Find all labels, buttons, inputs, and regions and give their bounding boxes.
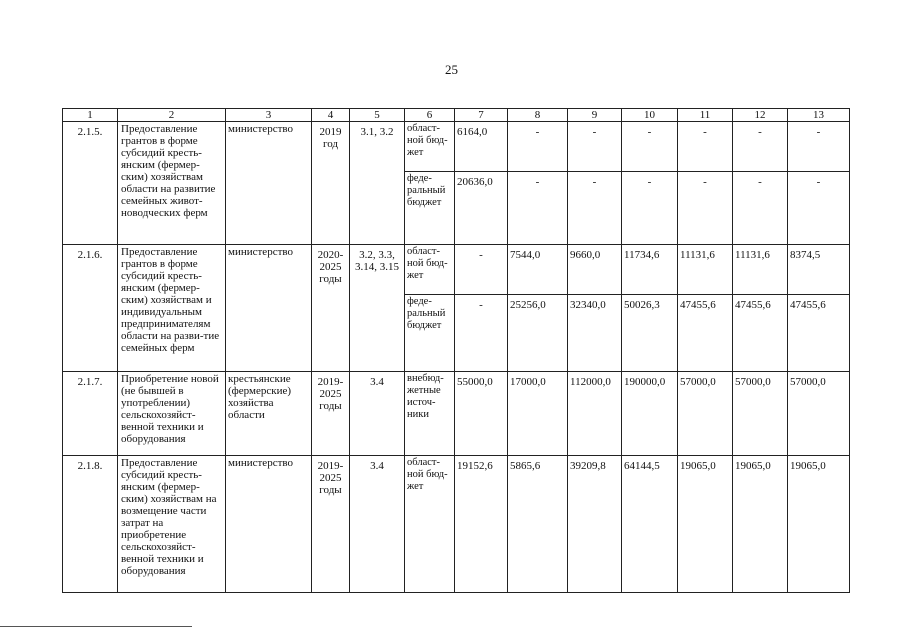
measure-executor: министерство (226, 245, 312, 372)
value-cell: 57000,0 (678, 372, 733, 456)
measure-code: 2.1.6. (63, 245, 118, 372)
value-cell: - (508, 122, 568, 172)
header-cell: 12 (733, 109, 788, 122)
value-cell: 55000,0 (455, 372, 508, 456)
value-cell: 8374,5 (788, 245, 850, 295)
value-cell: 112000,0 (568, 372, 622, 456)
header-cell: 6 (405, 109, 455, 122)
value-cell: 190000,0 (622, 372, 678, 456)
table-row (63, 122, 850, 172)
value-cell: - (455, 295, 508, 372)
value-cell: 5865,6 (508, 456, 568, 593)
header-cell: 13 (788, 109, 850, 122)
header-cell: 8 (508, 109, 568, 122)
value-cell: - (508, 172, 568, 245)
header-cell: 9 (568, 109, 622, 122)
header-cell: 11 (678, 109, 733, 122)
value-cell: 47455,6 (678, 295, 733, 372)
value-cell: 9660,0 (568, 245, 622, 295)
header-cell: 4 (312, 109, 350, 122)
measure-executor: министерство (226, 456, 312, 593)
measure-name: Предоставление грантов в форме субсидий кресть-янским (фермер-ским) хозяйствам и индивидуальным предпринимателям области на разви-тие семейных ферм (118, 245, 226, 372)
measures-table (62, 108, 850, 593)
value-cell: 11734,6 (622, 245, 678, 295)
value-cell: - (568, 122, 622, 172)
value-cell: - (788, 172, 850, 245)
value-cell: - (733, 122, 788, 172)
measure-tasks: 3.4 (350, 372, 405, 456)
measure-name: Предоставление грантов в форме субсидий кресть-янским (фермер-ским) хозяйствам области на развитие семейных живот-новодческих ферм (118, 122, 226, 245)
value-cell: 50026,3 (622, 295, 678, 372)
funding-source: феде-ральный бюджет (405, 172, 455, 245)
value-cell: 11131,6 (678, 245, 733, 295)
value-cell: 20636,0 (455, 172, 508, 245)
measure-code: 2.1.8. (63, 456, 118, 593)
measure-executor: министерство (226, 122, 312, 245)
value-cell: 25256,0 (508, 295, 568, 372)
measure-period: 2019-2025 годы (312, 372, 350, 456)
measure-tasks: 3.1, 3.2 (350, 122, 405, 245)
value-cell: 19065,0 (733, 456, 788, 593)
footnote-divider (0, 626, 192, 627)
header-row (63, 109, 850, 122)
header-cell: 3 (226, 109, 312, 122)
value-cell: - (678, 122, 733, 172)
measure-period: 2019-2025 годы (312, 456, 350, 593)
value-cell: 17000,0 (508, 372, 568, 456)
value-cell: 32340,0 (568, 295, 622, 372)
value-cell: 7544,0 (508, 245, 568, 295)
measure-tasks: 3.4 (350, 456, 405, 593)
value-cell: - (622, 122, 678, 172)
header-cell: 2 (118, 109, 226, 122)
header-cell: 7 (455, 109, 508, 122)
measure-name: Предоставление субсидий кресть-янским (фермер-ским) хозяйствам на возмещение части затрат на приобретение сельскохозяйст-венной техники и оборудования (118, 456, 226, 593)
measure-tasks: 3.2, 3.3, 3.14, 3.15 (350, 245, 405, 372)
value-cell: 64144,5 (622, 456, 678, 593)
value-cell: 47455,6 (733, 295, 788, 372)
value-cell: 19152,6 (455, 456, 508, 593)
value-cell: 57000,0 (733, 372, 788, 456)
value-cell: - (788, 122, 850, 172)
value-cell: - (733, 172, 788, 245)
measure-code: 2.1.5. (63, 122, 118, 245)
value-cell: 47455,6 (788, 295, 850, 372)
value-cell: 39209,8 (568, 456, 622, 593)
header-cell: 10 (622, 109, 678, 122)
table-row (63, 245, 850, 295)
measure-code: 2.1.7. (63, 372, 118, 456)
value-cell: - (622, 172, 678, 245)
value-cell: 19065,0 (788, 456, 850, 593)
table-row (63, 372, 850, 456)
page-number: 25 (445, 62, 458, 77)
funding-source: област-ной бюд-жет (405, 245, 455, 295)
value-cell: - (678, 172, 733, 245)
value-cell: 57000,0 (788, 372, 850, 456)
value-cell: 11131,6 (733, 245, 788, 295)
funding-source: внебюд-жетные источ-ники (405, 372, 455, 456)
value-cell: - (568, 172, 622, 245)
funding-source: област-ной бюд-жет (405, 456, 455, 593)
measure-period: 2020-2025 годы (312, 245, 350, 372)
header-cell: 1 (63, 109, 118, 122)
value-cell: 19065,0 (678, 456, 733, 593)
measure-name: Приобретение новой (не бывшей в употреблении) сельскохозяйст-венной техники и оборудования (118, 372, 226, 456)
measure-executor: крестьянские (фермерские) хозяйства области (226, 372, 312, 456)
value-cell: - (455, 245, 508, 295)
header-cell: 5 (350, 109, 405, 122)
funding-source: феде-ральный бюджет (405, 295, 455, 372)
funding-source: област-ной бюд-жет (405, 122, 455, 172)
measure-period: 2019 год (312, 122, 350, 245)
table-row (63, 456, 850, 593)
value-cell: 6164,0 (455, 122, 508, 172)
